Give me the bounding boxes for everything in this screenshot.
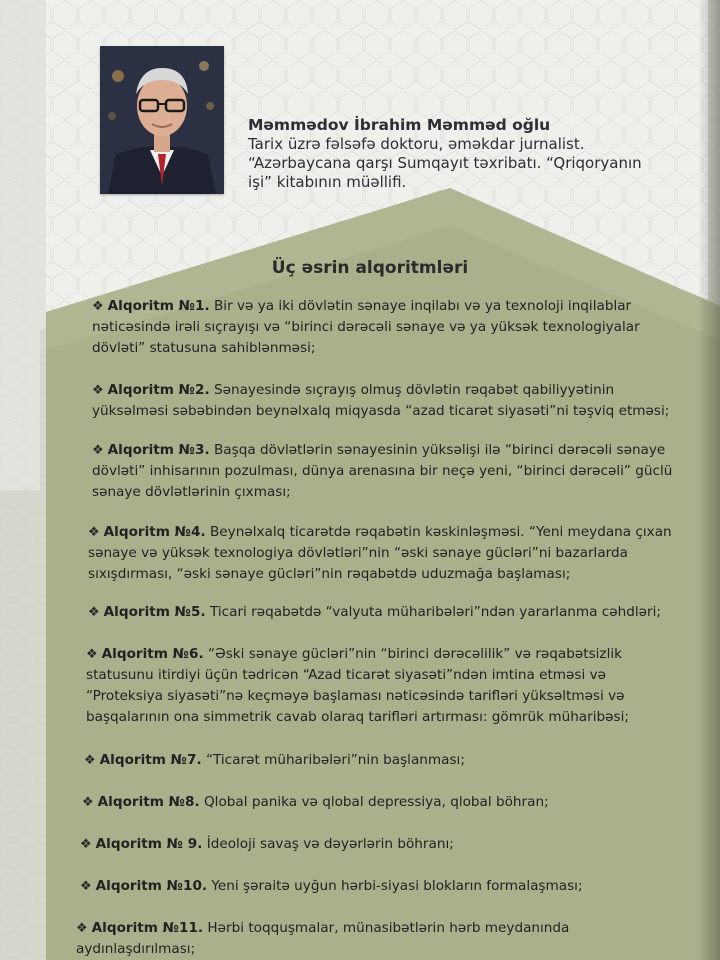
diamond-icon: ❖ xyxy=(86,647,98,662)
author-description-line: Tarix üzrə fəlsəfə doktoru, əməkdar jurnalist. xyxy=(248,135,585,153)
algorithm-item xyxy=(92,296,702,359)
algorithm-item xyxy=(84,750,694,771)
diamond-icon: ❖ xyxy=(82,795,94,810)
algorithm-label: Alqoritm №1. xyxy=(107,298,210,314)
algorithm-text: Qlobal panika və qlobal depressiya, qlobal böhran; xyxy=(199,794,549,810)
algorithm-text: “Ticarət müharibələri”nin başlanması; xyxy=(201,752,465,768)
algorithm-text: dövləti” statusuna sahiblənməsi; xyxy=(92,340,316,356)
algorithm-text: Ticari rəqabətdə “valyuta müharibələri”ndən yararlanma cəhdləri; xyxy=(205,604,661,620)
algorithm-text: Hərbi toqquşmalar, münasibətlərin hərb meydanında xyxy=(203,920,570,936)
algorithm-text: başqalarının ona simmetrik cavab olaraq tarifləri artırması: gömrük müharibəsi; xyxy=(86,709,629,725)
algorithm-text: nəticəsində irəli sıçrayışı və “birinci dərəcəli sənaye və ya yüksək texnologiyalar xyxy=(92,319,640,335)
algorithm-item xyxy=(80,876,690,897)
algorithm-text: Başqa dövlətlərin sənayesinin yüksəlişi ilə “birinci dərəcəli sənaye xyxy=(209,442,666,458)
diamond-icon: ❖ xyxy=(92,443,104,458)
algorithm-label: Alqoritm №8. xyxy=(97,794,200,810)
algorithm-text: sıxışdırması, “əski sənaye gücləri”nin rəqabətdə uduzmağa başlaması; xyxy=(88,566,571,582)
diamond-icon: ❖ xyxy=(80,879,92,894)
algorithm-item xyxy=(92,440,702,503)
algorithm-item xyxy=(88,602,698,623)
algorithm-text: “Əski sənaye gücləri”nin “birinci dərəcəlilik” və rəqabətsizlik xyxy=(203,646,622,662)
algorithm-label: Alqoritm № 9. xyxy=(95,836,203,852)
algorithm-text: Yeni şəraitə uyğun hərbi-siyasi blokların formalaşması; xyxy=(207,878,583,894)
algorithm-item xyxy=(82,792,692,813)
algorithm-label: Alqoritm №4. xyxy=(103,524,206,540)
diamond-icon: ❖ xyxy=(80,837,92,852)
algorithm-item xyxy=(80,834,690,855)
algorithm-text: Bir və ya iki dövlətin sənaye inqilabı və ya texnoloji inqilablar xyxy=(209,298,632,314)
algorithm-label: Alqoritm №5. xyxy=(103,604,206,620)
algorithm-text: yüksəlməsi səbəbindən beynəlxalq miqyasda “azad ticarət siyasəti”ni təşviq etməsi; xyxy=(92,403,670,419)
algorithm-label: Alqoritm №10. xyxy=(95,878,208,894)
diamond-icon: ❖ xyxy=(88,525,100,540)
author-info xyxy=(248,116,688,192)
algorithm-text: dövləti” inhisarının pozulması, dünya arenasına bir neçə yeni, “birinci dərəcəli” güclü xyxy=(92,463,673,479)
algorithm-item xyxy=(92,380,702,422)
algorithm-item xyxy=(76,918,686,960)
algorithm-text: “Proteksiya siyasəti”nə keçməyə başlaması nəticəsində tarifləri yüksəltməsi və xyxy=(86,688,625,704)
section-title: Üç əsrin alqoritmləri xyxy=(271,258,469,278)
algorithm-text: sənaye dövlətlərinin çıxması; xyxy=(92,484,291,500)
author-description-line: işi” kitabının müəllifi. xyxy=(248,173,407,191)
diamond-icon: ❖ xyxy=(92,299,104,314)
algorithm-label: Alqoritm №11. xyxy=(91,920,204,936)
diamond-icon: ❖ xyxy=(76,921,88,936)
author-description-line: “Azərbaycana qarşı Sumqayıt təxribatı. “Qriqoryanın xyxy=(248,154,642,172)
algorithm-text: sənaye və yüksək texnologiya dövlətləri”nin “əski sənaye gücləri”ni bazarlarda xyxy=(88,545,628,561)
algorithm-text: statusunu itirdiyi üçün tədricən “Azad ticarət siyasəti”ndən imtina etməsi və xyxy=(86,667,606,683)
algorithm-item xyxy=(86,644,696,728)
algorithm-label: Alqoritm №2. xyxy=(107,382,210,398)
algorithm-label: Alqoritm №3. xyxy=(107,442,210,458)
algorithm-text: aydınlaşdırılması; xyxy=(76,941,196,957)
algorithm-text: İdeoloji savaş və dəyərlərin böhranı; xyxy=(202,836,454,852)
diamond-icon: ❖ xyxy=(84,753,96,768)
author-name: Məmmədov İbrahim Məmməd oğlu xyxy=(248,116,551,134)
algorithm-label: Alqoritm №6. xyxy=(101,646,204,662)
diamond-icon: ❖ xyxy=(88,605,100,620)
diamond-icon: ❖ xyxy=(92,383,104,398)
algorithm-text: Beynəlxalq ticarətdə rəqabətin kəskinləşməsi. “Yeni meydana çıxan xyxy=(205,524,672,540)
page-edge-shadow xyxy=(698,0,720,960)
algorithm-text: Sənayesində sıçrayış olmuş dövlətin rəqabət qabiliyyətinin xyxy=(209,382,615,398)
algorithm-label: Alqoritm №7. xyxy=(99,752,202,768)
algorithm-item xyxy=(88,522,698,585)
author-photo xyxy=(100,46,224,194)
